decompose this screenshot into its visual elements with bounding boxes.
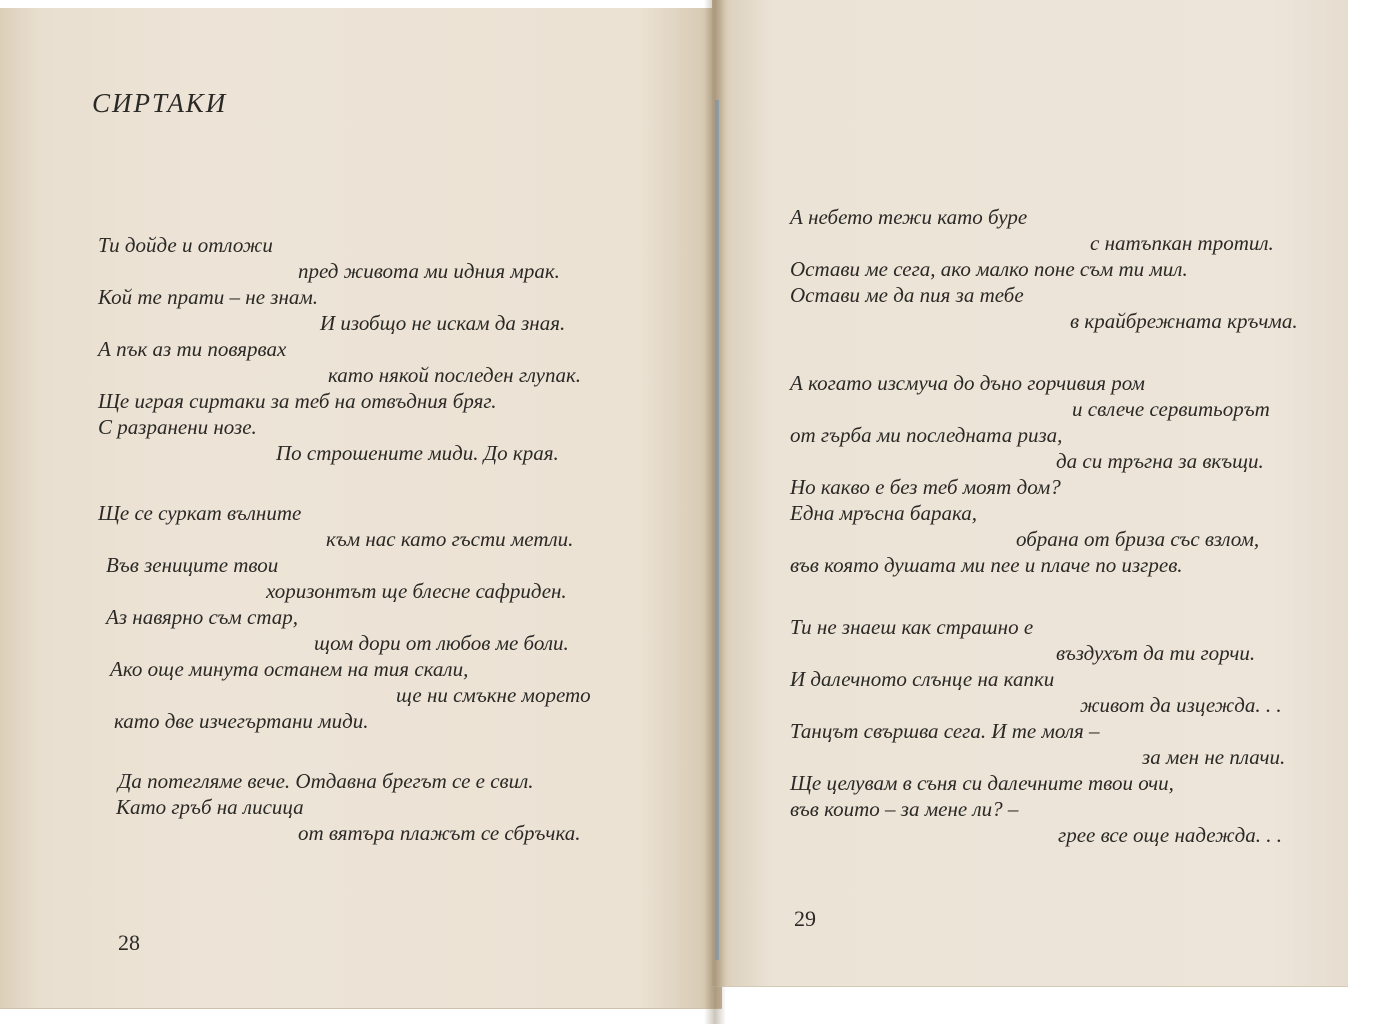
poem-line: Да потегляме вече. Отдавна брегът се е свил. bbox=[118, 769, 534, 793]
poem-line: да си тръгна за вкъщи. bbox=[1056, 449, 1264, 473]
poem-line: в крайбрежната кръчма. bbox=[1070, 309, 1298, 333]
poem-line: ще ни смъкне морето bbox=[396, 683, 591, 707]
poem-line: към нас като гъсти метли. bbox=[326, 527, 574, 551]
poem-line: с натъпкан тротил. bbox=[1090, 231, 1274, 255]
poem-line: във която душата ми пее и плаче по изгрев. bbox=[790, 553, 1183, 577]
poem-line: А когато изсмуча до дъно горчивия ром bbox=[790, 371, 1145, 395]
poem-line: за мен не плачи. bbox=[1142, 745, 1286, 769]
right-page bbox=[712, 0, 1348, 987]
stanza-3 bbox=[790, 614, 1330, 848]
poem-line: Ти дойде и отложи bbox=[98, 233, 273, 257]
poem-line: във които – за мене ли? – bbox=[790, 797, 1019, 821]
stanza-3 bbox=[98, 768, 658, 846]
poem-line: Ако още минута останем на тия скали, bbox=[110, 657, 469, 681]
poem-line: Ще целувам в съня си далечните твои очи, bbox=[790, 771, 1174, 795]
page-edge bbox=[715, 100, 719, 960]
poem-line: живот да изцежда. . . bbox=[1080, 693, 1282, 717]
poem-line: С разранени нозе. bbox=[98, 415, 257, 439]
poem-line: Но какво е без теб моят дом? bbox=[790, 475, 1061, 499]
poem-line: И изобщо не искам да зная. bbox=[320, 311, 566, 335]
poem-line: А небето тежи като буре bbox=[790, 205, 1028, 229]
poem-line: Като гръб на лисица bbox=[116, 795, 304, 819]
poem-line: от гърба ми последната риза, bbox=[790, 423, 1063, 447]
poem-line: Танцът свършва сега. И те моля – bbox=[790, 719, 1100, 743]
poem-line: въздухът да ти горчи. bbox=[1056, 641, 1256, 665]
poem-line: Ще се суркат вълните bbox=[98, 501, 302, 525]
poem-line: Ще играя сиртаки за теб на отвъдния бряг. bbox=[98, 389, 497, 413]
poem-line: пред живота ми идния мрак. bbox=[298, 259, 560, 283]
poem-line: Във зениците твои bbox=[106, 553, 279, 577]
poem-title: СИРТАКИ bbox=[92, 88, 228, 118]
poem-line: По строшените миди. До края. bbox=[276, 441, 559, 465]
poem-line: Аз навярно съм стар, bbox=[106, 605, 299, 629]
poem-line: като някой последен глупак. bbox=[328, 363, 582, 387]
stanza-2 bbox=[98, 500, 658, 734]
poem-line: щом дори от любов ме боли. bbox=[314, 631, 569, 655]
poem-line: и свлече сервитьорът bbox=[1072, 397, 1270, 421]
poem-line: Една мръсна барака, bbox=[790, 501, 978, 525]
page-number: 28 bbox=[118, 930, 140, 955]
stanza-2 bbox=[790, 370, 1330, 578]
poem-line: Ти не знаеш как страшно е bbox=[790, 615, 1034, 639]
left-page bbox=[0, 8, 722, 1009]
poem-line: грее все още надежда. . . bbox=[1058, 823, 1282, 847]
page-number: 29 bbox=[794, 906, 816, 931]
poem-line: Остави ме сега, ако малко поне съм ти мил. bbox=[790, 257, 1188, 281]
poem-line: от вятъра плажът се сбръчка. bbox=[298, 821, 581, 845]
poem-line: хоризонтът ще блесне сафриден. bbox=[266, 579, 567, 603]
poem-line: обрана от бриза със взлом, bbox=[1016, 527, 1260, 551]
stanza-1 bbox=[98, 232, 658, 466]
stanza-1 bbox=[790, 204, 1330, 334]
poem-line: като две изчегъртани миди. bbox=[114, 709, 369, 733]
poem-line: Остави ме да пия за тебе bbox=[790, 283, 1024, 307]
poem-line: А пък аз ти повярвах bbox=[98, 337, 287, 361]
poem-line: И далечното слънце на капки bbox=[790, 667, 1055, 691]
poem-line: Кой те прати – не знам. bbox=[98, 285, 319, 309]
